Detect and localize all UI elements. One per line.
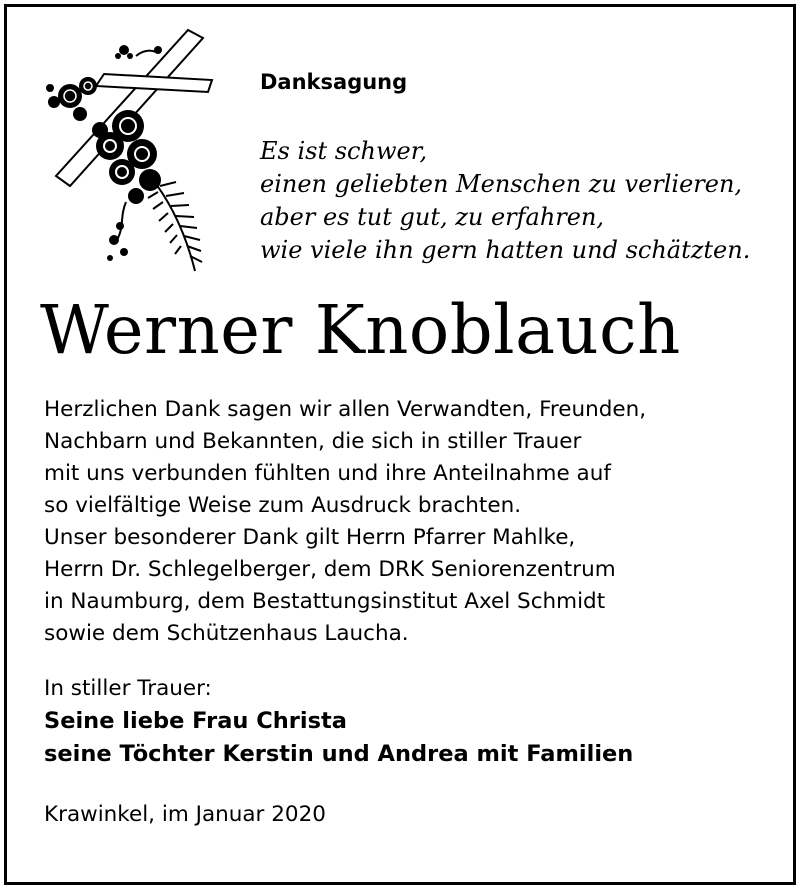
mourning-label: In stiller Trauer: xyxy=(44,676,212,701)
notice-heading: Danksagung xyxy=(260,70,408,94)
poem-line: einen geliebten Menschen zu verlieren, xyxy=(260,170,743,198)
thanks-line: in Naumburg, dem Bestattungsinstitut Axel Schmidt xyxy=(44,589,606,614)
thanks-line: so vielfältige Weise zum Ausdruck brachten. xyxy=(44,493,522,518)
cross-with-roses-icon xyxy=(40,26,230,278)
deceased-name: Werner Knoblauch xyxy=(40,291,681,369)
poem-line: aber es tut gut, zu erfahren, xyxy=(260,203,605,231)
thanks-line: Herzlichen Dank sagen wir allen Verwandten, Freunden, xyxy=(44,397,647,422)
thanks-line: sowie dem Schützenhaus Laucha. xyxy=(44,621,409,646)
mourner-line: Seine liebe Frau Christa xyxy=(44,708,347,734)
thanks-text xyxy=(44,394,646,650)
place-date: Krawinkel, im Januar 2020 xyxy=(44,802,326,827)
mourner-line: seine Töchter Kerstin und Andrea mit Familien xyxy=(44,741,634,767)
thanks-line: mit uns verbunden fühlten und ihre Anteilnahme auf xyxy=(44,461,611,486)
thanks-line: Unser besonderer Dank gilt Herrn Pfarrer Mahlke, xyxy=(44,525,576,550)
thanks-line: Herrn Dr. Schlegelberger, dem DRK Seniorenzentrum xyxy=(44,557,616,582)
poem-line: wie viele ihn gern hatten und schätzten. xyxy=(260,236,751,264)
mourners xyxy=(44,705,633,771)
poem-line: Es ist schwer, xyxy=(260,137,428,165)
poem xyxy=(260,135,750,267)
thanks-line: Nachbarn und Bekannten, die sich in stiller Trauer xyxy=(44,429,582,454)
